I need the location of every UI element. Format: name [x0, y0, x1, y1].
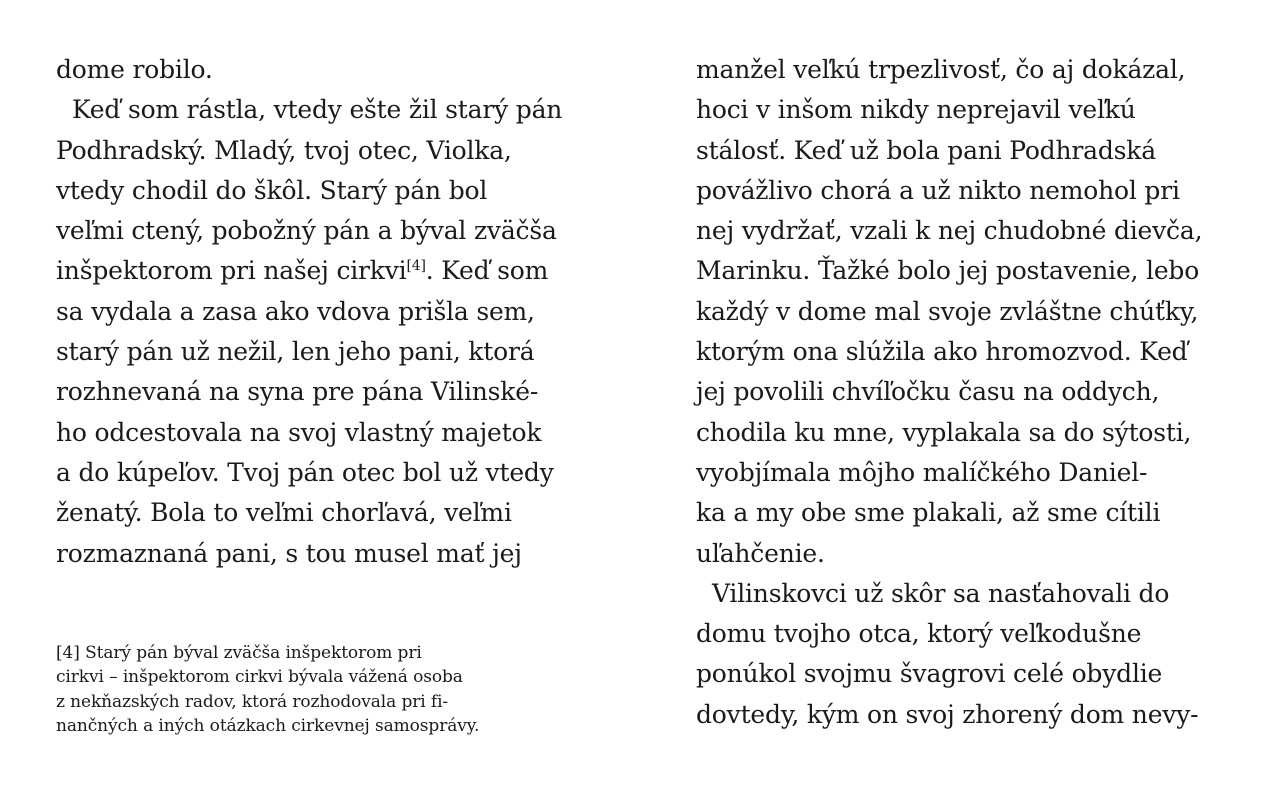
- text-line: ka a my obe sme plakali, až sme cítili: [696, 498, 1161, 528]
- text-fragment: . Keď som: [425, 256, 549, 286]
- footnote-line: cirkvi – inšpektorom cirkvi bývala vážená osoba: [56, 667, 463, 688]
- text-line: povážlivo chorá a už nikto nemohol pri: [696, 175, 1180, 205]
- text-fragment: inšpektorom pri našej cirkvi: [56, 256, 407, 286]
- footnote-line: [4] Starý pán býval zväčša inšpektorom pri: [56, 643, 422, 663]
- text-line: ponúkol svojmu švagrovi celé obydlie: [696, 659, 1163, 689]
- text-line: hoci v inšom nikdy neprejavil veľkú: [696, 95, 1136, 125]
- text-line: vtedy chodil do škôl. Starý pán bol: [56, 175, 488, 205]
- right-text-column: [696, 50, 1280, 735]
- text-line: ženatý. Bola to veľmi chorľavá, veľmi: [56, 498, 512, 528]
- text-line: rozmaznaná pani, s tou musel mať jej: [56, 538, 522, 568]
- text-line: domu tvojho otca, ktorý veľkodušne: [696, 619, 1142, 649]
- text-line: uľahčenie.: [696, 538, 825, 568]
- text-line: manžel veľkú trpezlivosť, čo aj dokázal,: [696, 55, 1186, 84]
- footnote-block: [56, 641, 616, 738]
- text-line: Podhradský. Mladý, tvoj otec, Violka,: [56, 135, 512, 165]
- footnote-reference-link[interactable]: [4]: [406, 258, 426, 275]
- text-line: nej vydržať, vzali k nej chudobné dievča,: [696, 216, 1203, 246]
- text-line: veľmi ctený, pobožný pán a býval zväčša: [56, 216, 557, 246]
- text-line: dome robilo.: [56, 55, 213, 84]
- text-line-with-footnote: [56, 251, 656, 291]
- text-line: jej povolili chvíľočku času na oddych,: [696, 377, 1160, 407]
- footnote-line: z nekňazských radov, ktorá rozhodovala pri fi-: [56, 691, 449, 712]
- text-line: Vilinskovci už skôr sa nasťahovali do: [712, 578, 1170, 608]
- text-line: dovtedy, kým on svoj zhorený dom nevy-: [696, 699, 1199, 729]
- left-text-column: [56, 50, 656, 574]
- text-line: každý v dome mal svoje zvláštne chúťky,: [696, 296, 1199, 326]
- text-line: ktorým ona slúžila ako hromozvod. Keď: [696, 337, 1188, 367]
- text-line: Marinku. Ťažké bolo jej postavenie, lebo: [696, 256, 1200, 286]
- footnote-line: nančných a iných otázkach cirkevnej samosprávy.: [56, 715, 480, 736]
- text-line: ho odcestovala na svoj vlastný majetok: [56, 417, 542, 447]
- text-line: starý pán už nežil, len jeho pani, ktorá: [56, 337, 535, 367]
- text-line: vyobjímala môjho malíčkého Daniel-: [696, 457, 1148, 487]
- text-line: Keď som rástla, vtedy ešte žil starý pán: [72, 95, 563, 125]
- text-line: chodila ku mne, vyplakala sa do sýtosti,: [696, 417, 1192, 447]
- text-line: sa vydala a zasa ako vdova prišla sem,: [56, 296, 535, 326]
- text-line: a do kúpeľov. Tvoj pán otec bol už vtedy: [56, 457, 554, 487]
- text-line: stálosť. Keď už bola pani Podhradská: [696, 135, 1156, 165]
- text-line: rozhnevaná na syna pre pána Vilinské-: [56, 377, 539, 407]
